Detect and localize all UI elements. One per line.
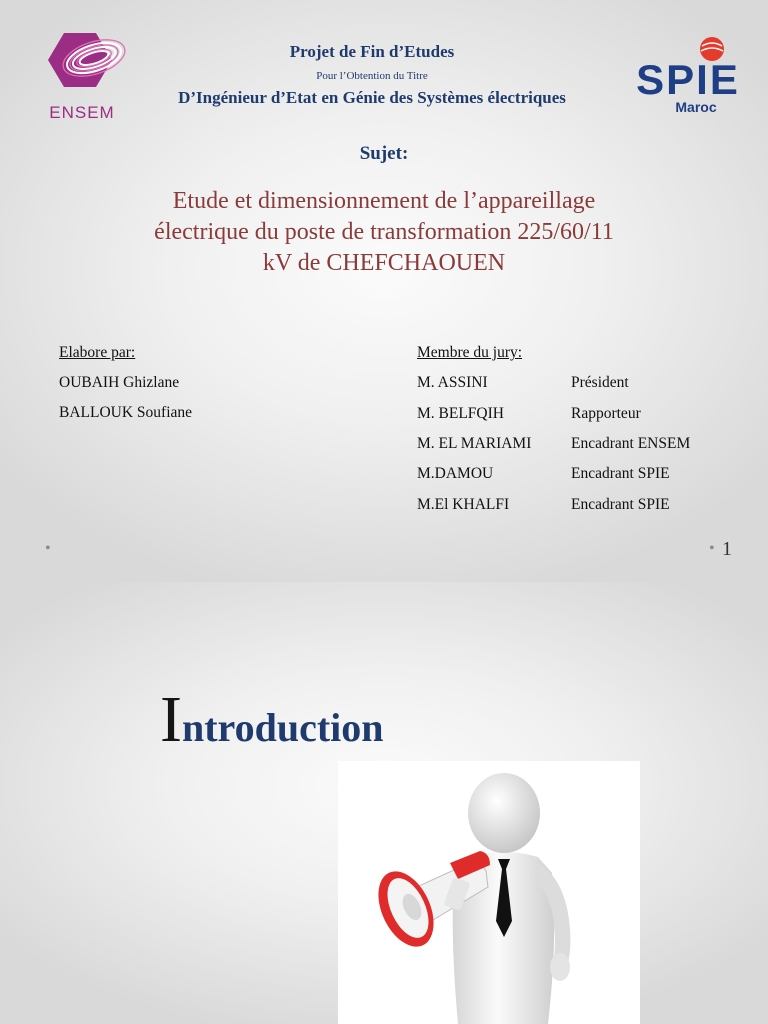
spie-logo xyxy=(616,32,761,118)
title-first-letter: I xyxy=(160,683,182,756)
author-name: BALLOUK Soufiane xyxy=(59,404,193,421)
jury-member-name: M. EL MARIAMI xyxy=(417,435,532,452)
jury-member-role: Encadrant ENSEM xyxy=(571,435,691,452)
title-rest: ntroduction xyxy=(181,705,384,750)
subject-line-1: Etude et dimensionnement de l’appareillage xyxy=(172,188,596,214)
project-title: Projet de Fin d’Etudes xyxy=(289,42,455,61)
ensem-logo-text: ENSEM xyxy=(49,103,115,122)
jury-member-name: M. BELFQIH xyxy=(417,405,504,422)
person-megaphone-illustration xyxy=(338,761,640,1024)
jury-member-role: Encadrant SPIE xyxy=(571,465,670,482)
spie-logo-subtext: Maroc xyxy=(675,99,717,115)
spie-logo-text: SPIE xyxy=(636,56,740,103)
jury-member-role: Encadrant SPIE xyxy=(571,496,670,513)
jury-member-name: M.El KHALFI xyxy=(417,496,510,513)
subject-text xyxy=(100,186,668,279)
bullet-right-icon: • xyxy=(709,540,715,557)
introduction-title xyxy=(160,682,384,758)
subject-line-3: kV de CHEFCHAOUEN xyxy=(262,250,506,276)
introduction-slide xyxy=(0,582,768,1024)
sujet-label: Sujet: xyxy=(359,143,409,164)
degree-title: D’Ingénieur d’Etat en Génie des Systèmes électriques xyxy=(178,88,566,107)
project-subtitle: Pour l’Obtention du Titre xyxy=(316,70,428,82)
page-number: 1 xyxy=(722,538,732,560)
bullet-left-icon: • xyxy=(45,540,51,557)
jury-heading: Membre du jury: xyxy=(417,344,523,361)
subject-line-2: électrique du poste de transformation 225/60/11 xyxy=(154,219,614,245)
authors-heading: Elabore par: xyxy=(59,344,136,361)
author-name: OUBAIH Ghizlane xyxy=(59,374,180,391)
jury-member-role: Président xyxy=(571,374,629,391)
megaphone-figure-image xyxy=(338,761,640,1024)
ensem-logo xyxy=(34,30,132,122)
jury-member-role: Rapporteur xyxy=(571,405,641,422)
jury-member-name: M. ASSINI xyxy=(417,374,488,391)
jury-member-name: M.DAMOU xyxy=(417,465,494,482)
